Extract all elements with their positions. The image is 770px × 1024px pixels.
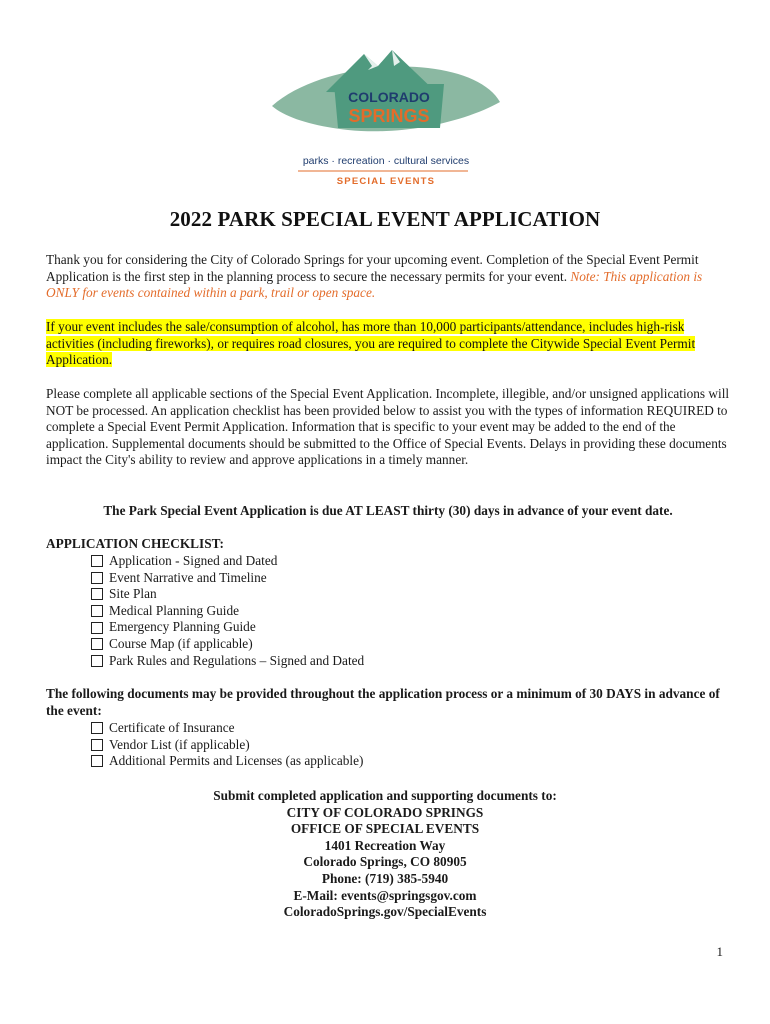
due-notice: The Park Special Event Application is due AT LEAST thirty (30) days in advance of your event date. (103, 503, 673, 518)
checklist-item-label: Vendor List (if applicable) (109, 736, 250, 752)
page-number: 1 (716, 944, 723, 959)
submit-line: CITY OF COLORADO SPRINGS (286, 804, 484, 820)
checklist-heading: APPLICATION CHECKLIST: (46, 536, 224, 551)
submit-line: Submit completed application and supporting documents to: (213, 788, 557, 803)
submit-phone: Phone: (719) 385-5940 (321, 870, 449, 886)
checklist-item (91, 636, 364, 653)
logo-line1: COLORADO (348, 89, 430, 105)
checkbox[interactable] (91, 555, 103, 567)
submit-email[interactable]: E-Mail: events@springsgov.com (293, 887, 477, 903)
alcohol-notice (46, 319, 730, 369)
alcohol-notice-text: If your event includes the sale/consumption of alcohol, has more than 10,000 participants/attendance, includes high-risk activities (including fireworks), or requires road closures, you are required to complete the Citywide Special Event Permit Application. (46, 319, 696, 368)
checkbox[interactable] (91, 605, 103, 617)
submit-line: 1401 Recreation Way (324, 837, 446, 853)
checklist-item (91, 603, 364, 620)
intro-text: Thank you for considering the City of Colorado Springs for your upcoming event. Completion of the Special Event Permit Application is the first step in the planning process to secure the necessary permits for your event. (46, 252, 699, 284)
checklist-item (91, 737, 363, 754)
checklist-item-label: Park Rules and Regulations – Signed and Dated (109, 652, 365, 668)
checkbox[interactable] (91, 722, 103, 734)
submit-website[interactable]: ColoradoSprings.gov/SpecialEvents (283, 904, 487, 920)
checkbox[interactable] (91, 638, 103, 650)
page-title: 2022 PARK SPECIAL EVENT APPLICATION (169, 207, 601, 231)
checklist-item (91, 653, 364, 670)
logo-sub: SPECIAL EVENTS (336, 176, 436, 187)
checklist-item (91, 570, 364, 587)
checkbox[interactable] (91, 739, 103, 751)
checklist-item-label: Course Map (if applicable) (109, 635, 253, 651)
checklist-item-label: Application - Signed and Dated (109, 553, 278, 568)
checkbox[interactable] (91, 622, 103, 634)
intro-paragraph (46, 252, 730, 302)
checklist-item-label: Site Plan (109, 586, 157, 602)
logo-tagline: parks · recreation · cultural services (302, 155, 470, 167)
checklist-item (91, 553, 364, 570)
checklist (91, 553, 364, 669)
checklist-item-label: Additional Permits and Licenses (as applicable) (109, 753, 364, 769)
checkbox[interactable] (91, 588, 103, 600)
submit-line: Colorado Springs, CO 80905 (303, 854, 467, 870)
checkbox[interactable] (91, 755, 103, 767)
later-docs-list (91, 720, 363, 770)
logo-line2: SPRINGS (348, 106, 430, 126)
checklist-item (91, 619, 364, 636)
intro-note: Note: This application is ONLY for events contained within a park, trail or open space. (46, 268, 703, 301)
checklist-item-label: Certificate of Insurance (109, 720, 235, 735)
checkbox[interactable] (91, 572, 103, 584)
colorado-springs-logo (268, 44, 504, 188)
checklist-item-label: Event Narrative and Timeline (109, 569, 267, 585)
checklist-item (91, 720, 363, 737)
checklist-item-label: Medical Planning Guide (109, 602, 239, 618)
checkbox[interactable] (91, 655, 103, 667)
instructions-paragraph: Please complete all applicable sections of the Special Event Application. Incomplete, illegible, and/or unsigned applications will NOT be processed. An application checklist has been provided below to assist you with the types of information REQUIRED to complete a Special Event Permit Application. Information that is specific to your event may be added to the end of the application. Supplemental documents should be submitted to the Office of Special Events. Delays in providing these documents impact the City's ability to review and approve applications in a timely manner. (46, 386, 730, 468)
checklist-item (91, 753, 363, 770)
checklist-item (91, 586, 364, 603)
submit-line: OFFICE OF SPECIAL EVENTS (290, 821, 480, 837)
checklist-item-label: Emergency Planning Guide (109, 619, 256, 635)
submit-address (0, 788, 770, 921)
later-docs-heading: The following documents may be provided throughout the application process or a minimum of 30 DAYS in advance of the event: (46, 686, 720, 718)
